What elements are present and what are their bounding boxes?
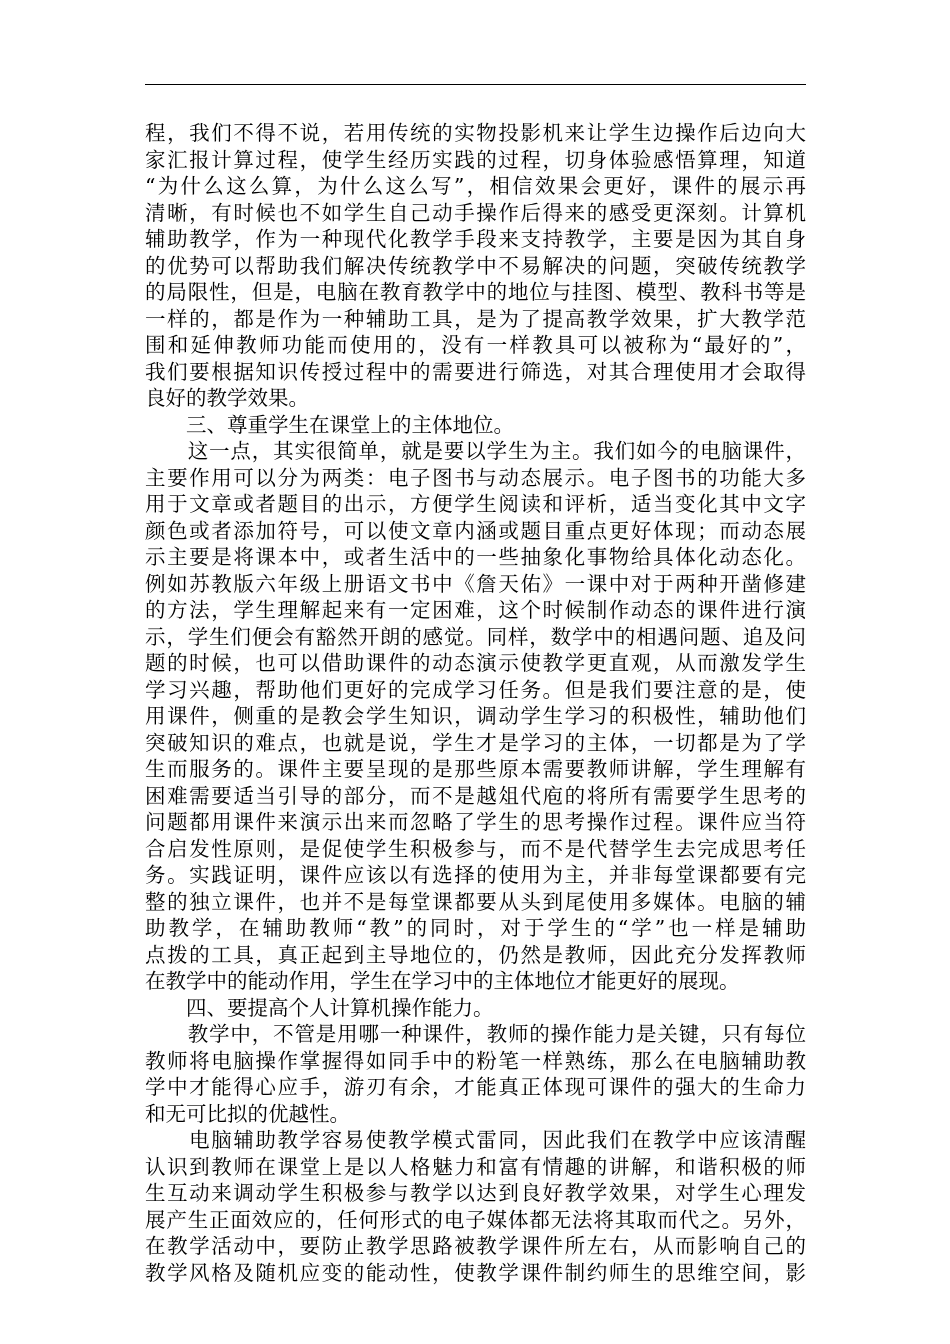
text-line: “为什么这么算，为什么这么写”，相信效果会更好，课件的展示再 [145,174,806,198]
text-line: 示，学生们便会有豁然开朗的感觉。同样，数学中的相遇问题、追及问 [145,624,806,649]
text-line: 辅助教学，作为一种现代化教学手段来支持教学，主要是因为其自身 [145,227,806,251]
text-line: 题的时候，也可以借助课件的动态演示使教学更直观，从而激发学生 [145,651,806,675]
text-line: 点拨的工具，真正起到主导地位的，仍然是教师，因此充分发挥教师 [145,942,806,967]
text-line: 在教学中的能动作用，学生在学习中的主体地位才能更好的展现。 [145,969,740,993]
text-line: 教师将电脑操作掌握得如同手中的粉笔一样熟练，那么在电脑辅助教 [145,1048,806,1073]
text-line: 四、要提高个人计算机操作能力。 [145,995,494,1020]
text-line: 和无可比拟的优越性。 [145,1101,350,1126]
text-line: 生而服务的。课件主要呈现的是那些原本需要教师讲解，学生理解有 [145,757,806,781]
text-line: 学习兴趣，帮助他们更好的完成学习任务。但是我们要注意的是，使 [145,677,806,702]
text-line: 这一点，其实很简单，就是要以学生为主。我们如今的电脑课件， [145,439,806,463]
text-line: 用课件，侧重的是教会学生知识，调动学生学习的积极性，辅助他们 [145,704,806,728]
text-line: 颜色或者添加符号，可以使文章内涵或题目重点更好体现；而动态展 [145,518,806,543]
text-line: 学中才能得心应手，游刃有余，才能真正体现可课件的强大的生命力 [145,1075,806,1099]
text-line: 教学中，不管是用哪一种课件，教师的操作能力是关键，只有每位 [145,1022,806,1046]
text-line: 程，我们不得不说，若用传统的实物投影机来让学生边操作后边向大 [145,121,806,145]
header-rule [145,84,806,85]
text-line: 展产生正面效应的，任何形式的电子媒体都无法将其取而代之。另外， [145,1207,806,1232]
text-line: 整的独立课件，也并不是每堂课都要从头到尾使用多媒体。电脑的辅 [145,889,806,914]
document-body [145,120,806,1286]
text-line: 用于文章或者题目的出示，方便学生阅读和评析，适当变化其中文字 [145,492,806,516]
text-line: 助教学，在辅助教师“教”的同时，对于学生的“学”也一样是辅助 [145,916,806,940]
text-line: 例如苏教版六年级上册语文书中《詹天佑》一课中对于两种开凿修建 [145,571,806,596]
text-line: 合启发性原则，是促使学生积极参与，而不是代替学生去完成思考任 [145,836,806,861]
text-line: 的局限性，但是，电脑在教育教学中的地位与挂图、模型、教科书等是 [145,280,806,304]
text-line: 我们要根据知识传授过程中的需要进行筛选，对其合理使用才会取得 [145,359,806,384]
text-line: 主要作用可以分为两类：电子图书与动态展示。电子图书的功能大多 [145,465,806,490]
text-line: 教学风格及随机应变的能动性，使教学课件制约师生的思维空间，影 [145,1260,806,1285]
text-line: 问题都用课件来演示出来而忽略了学生的思考操作过程。课件应当符 [145,810,806,834]
text-line: 务。实践证明，课件应该以有选择的使用为主，并非每堂课都要有完 [145,863,806,887]
text-line: 的方法，学生理解起来有一定困难，这个时候制作动态的课件进行演 [145,598,806,622]
text-line: 示主要是将课本中，或者生活中的一些抽象化事物给具体化动态化。 [145,545,806,569]
text-line: 良好的教学效果。 [145,386,309,410]
text-line: 电脑辅助教学容易使教学模式雷同，因此我们在教学中应该清醒 [145,1128,806,1152]
text-line: 认识到教师在课堂上是以人格魅力和富有情趣的讲解，和谐积极的师 [145,1154,806,1179]
text-line: 三、尊重学生在课堂上的主体地位。 [145,412,514,437]
text-line: 在教学活动中，要防止教学思路被教学课件所左右，从而影响自己的 [145,1234,806,1258]
text-line: 清晰，有时候也不如学生自己动手操作后得来的感受更深刻。计算机 [145,200,806,225]
text-line: 的优势可以帮助我们解决传统教学中不易解决的问题，突破传统教学 [145,253,806,278]
text-line: 困难需要适当引导的部分，而不是越俎代庖的将所有需要学生思考的 [145,783,806,808]
text-line: 突破知识的难点，也就是说，学生才是学习的主体，一切都是为了学 [145,730,806,755]
text-line: 围和延伸教师功能而使用的，没有一样教具可以被称为“最好的”， [145,333,806,357]
text-line: 生互动来调动学生积极参与教学以达到良好教学效果，对学生心理发 [145,1181,806,1205]
text-line: 家汇报计算过程，使学生经历实践的过程，切身体验感悟算理，知道 [145,147,806,172]
text-line: 一样的，都是作为一种辅助工具，是为了提高教学效果，扩大教学范 [145,306,806,331]
